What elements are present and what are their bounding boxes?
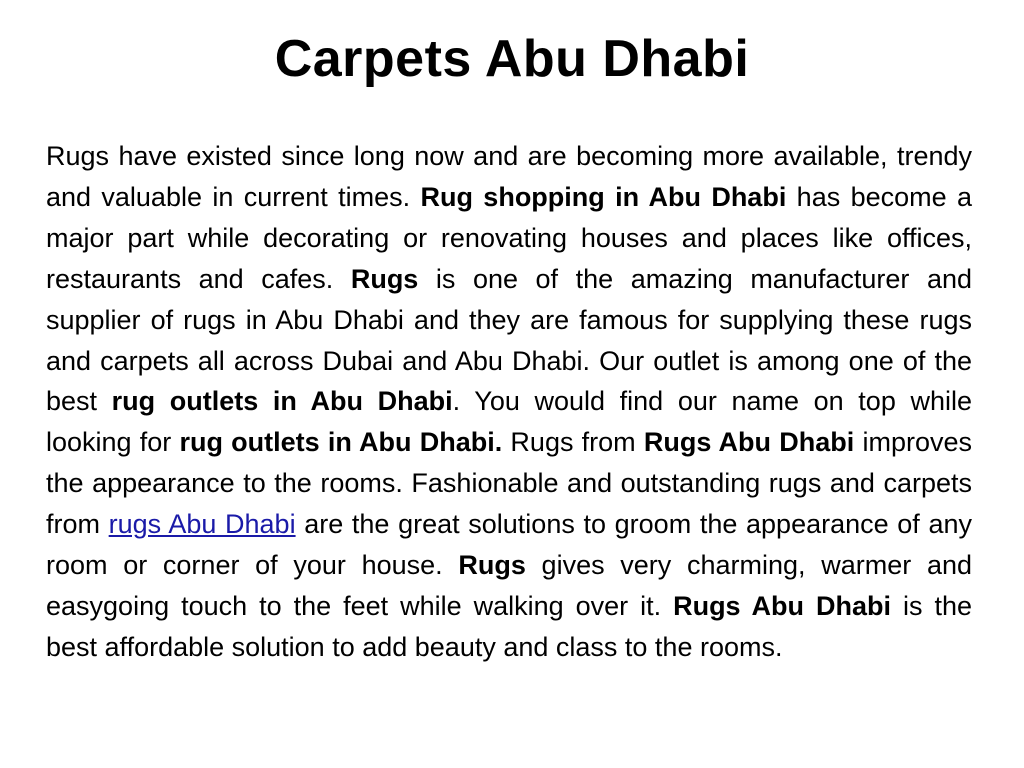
bold-phrase: Rugs Abu Dhabi <box>643 427 855 458</box>
bold-phrase: rug outlets in Abu Dhabi. <box>179 427 503 458</box>
text-segment: . You would find our name on top while looking for <box>46 386 972 458</box>
bold-phrase: rug outlets in Abu Dhabi <box>111 386 453 417</box>
bold-phrase: Rugs Abu Dhabi <box>673 590 892 621</box>
text-segment: improves the appearance to the rooms. Fashionable and outstanding rugs and carpets from <box>46 427 972 540</box>
bold-phrase: Rugs <box>458 550 526 581</box>
body-paragraph <box>46 136 972 668</box>
bold-phrase: Rugs <box>350 263 419 294</box>
text-segment: has become a major part while decorating or renovating houses and places like offices, restaurants and cafes. <box>46 181 972 294</box>
page-title: Carpets Abu Dhabi <box>274 30 750 88</box>
text-segment: is one of the amazing manufacturer and supplier of rugs in Abu Dhabi and they are famous for supplying these rugs and carpets all across Dubai and Abu Dhabi. Our outlet is among one of the best <box>46 263 972 417</box>
text-segment: Rugs have existed since long now and are becoming more available, trendy and valuable in current times. <box>46 141 972 212</box>
text-segment: gives very charming, warmer and easygoing touch to the feet while walking over it. <box>46 550 972 621</box>
text-segment: is the best affordable solution to add beauty and class to the rooms. <box>46 590 972 662</box>
bold-phrase: Rug shopping in Abu Dhabi <box>420 181 787 212</box>
text-segment: are the great solutions to groom the appearance of any room or corner of your house. <box>46 509 972 581</box>
text-segment: Rugs from <box>502 427 644 458</box>
rugs-abu-dhabi-link[interactable]: rugs Abu Dhabi <box>108 509 296 540</box>
